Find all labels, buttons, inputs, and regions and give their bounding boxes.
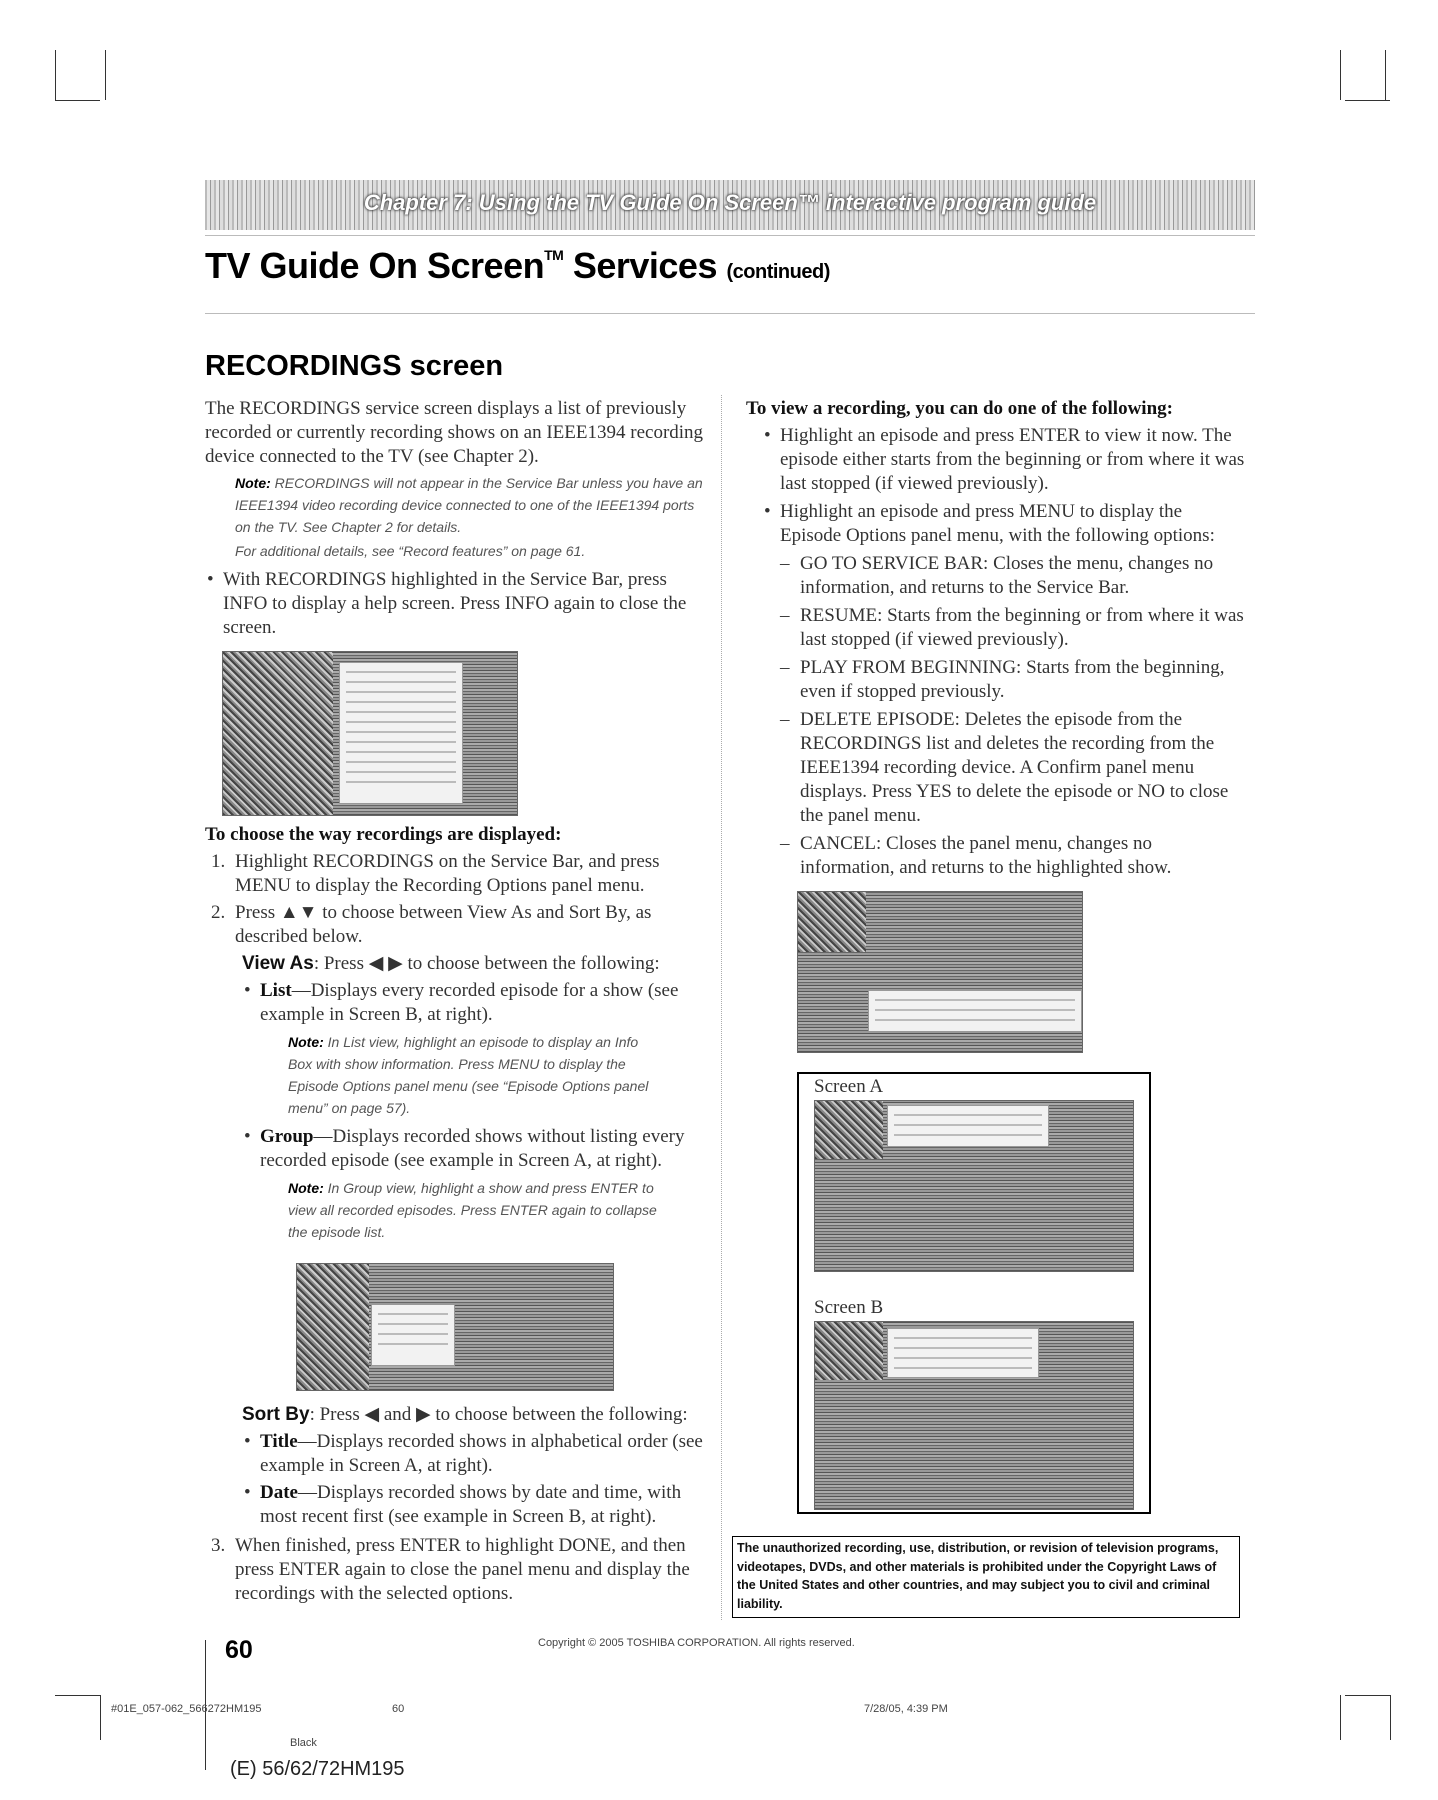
list-item: • Highlight an episode and press MENU to display the Episode Options panel menu, with the following options: xyxy=(762,500,1246,548)
show-thumbnail xyxy=(815,1101,883,1159)
info-panel xyxy=(371,1304,455,1366)
definition: —Displays recorded shows in alphabetical order (see example in Screen A, at right). xyxy=(260,1431,703,1476)
list-item: • Highlight an episode and press ENTER to view it now. The episode either starts from the beginning or from where it was last stopped (if viewed previously). xyxy=(762,424,1246,496)
show-thumbnail xyxy=(798,892,866,952)
screen-b-label: Screen B xyxy=(814,1297,884,1318)
list-item: • With RECORDINGS highlighted in the Service Bar, press INFO to display a help screen. Press INFO again to close the screen. xyxy=(205,568,705,640)
crop-mark xyxy=(100,1695,101,1740)
left-column xyxy=(205,397,705,640)
crop-mark xyxy=(55,100,100,101)
step xyxy=(205,901,715,949)
option-item: – RESUME: Starts from the beginning or from where it was last stopped (if viewed previously). xyxy=(780,604,1246,652)
note-label: Note: xyxy=(288,1034,324,1050)
help-panel xyxy=(339,662,463,804)
crop-mark xyxy=(1340,1695,1341,1740)
note xyxy=(288,1177,675,1243)
crop-mark xyxy=(1345,1695,1390,1696)
screen-b-image xyxy=(814,1321,1134,1510)
subsection-heading: To choose the way recordings are displayed: xyxy=(205,824,562,845)
intro-paragraph: The RECORDINGS service screen displays a list of previously recorded or currently recording shows on an IEEE1394 recording device connected to the TV (see Chapter 2). xyxy=(205,398,704,467)
step-text: When finished, press ENTER to highlight DONE, and then press ENTER again to close the panel menu and display the recordings with the selected options. xyxy=(235,1535,690,1604)
divider xyxy=(205,313,1255,314)
view-as-label: View As xyxy=(242,953,314,974)
crop-mark xyxy=(55,50,56,100)
note xyxy=(288,1031,655,1119)
page-title xyxy=(205,245,830,287)
title-text: TV Guide On Screen xyxy=(205,245,545,286)
file-id: #01E_057-062_566272HM195 xyxy=(111,1703,262,1715)
step-number: 1. xyxy=(211,851,226,872)
definition: —Displays recorded shows by date and time, with most recent first (see example in Screen B, at right). xyxy=(260,1482,682,1527)
trademark: TM xyxy=(544,247,564,263)
list-item xyxy=(242,1481,715,1529)
step-number: 3. xyxy=(211,1535,226,1556)
view-as-line xyxy=(242,952,715,976)
note: For additional details, see “Record features” on page 61. xyxy=(235,543,586,559)
color-label: Black xyxy=(290,1737,317,1749)
definition: —Displays recorded shows without listing every recorded episode (see example in Screen A, at right). xyxy=(260,1126,685,1171)
crop-mark xyxy=(1390,1695,1391,1740)
chapter-title: Chapter 7: Using the TV Guide On Screen™ interactive program guide xyxy=(363,190,1097,215)
help-screen-image xyxy=(222,651,518,816)
episode-panel xyxy=(868,990,1082,1032)
step xyxy=(205,1534,715,1606)
divider xyxy=(205,235,1255,236)
term: Group xyxy=(260,1126,314,1147)
info-panel xyxy=(887,1105,1049,1147)
show-thumbnail xyxy=(297,1264,369,1390)
note-label: Note: xyxy=(235,475,271,491)
list-item xyxy=(242,1430,715,1478)
crop-mark xyxy=(55,1695,100,1696)
step xyxy=(205,850,715,898)
group-view-image xyxy=(296,1263,614,1391)
note-text: RECORDINGS will not appear in the Service Bar unless you have an IEEE1394 video recording device connected to one of the IEEE1394 ports on the TV. See Chapter 2 for details. xyxy=(235,475,703,535)
term: Date xyxy=(260,1482,298,1503)
view-as-text: : Press ◀ ▶ to choose between the following: xyxy=(313,953,660,974)
sort-by-line xyxy=(242,1403,715,1427)
left-column-lower xyxy=(205,823,715,1243)
show-thumbnail xyxy=(815,1322,883,1380)
file-page: 60 xyxy=(392,1703,405,1715)
crop-mark xyxy=(105,50,106,100)
right-column xyxy=(746,397,1246,880)
term: Title xyxy=(260,1431,298,1452)
continued-label: (continued) xyxy=(726,261,830,283)
definition: —Displays every recorded episode for a show (see example in Screen B, at right). xyxy=(260,980,679,1025)
option-item: – PLAY FROM BEGINNING: Starts from the beginning, even if stopped previously. xyxy=(780,656,1246,704)
crop-mark xyxy=(1385,50,1386,100)
option-item: – DELETE EPISODE: Deletes the episode from the RECORDINGS list and deletes the recording from the IEEE1394 recording device. A Confirm panel menu displays. Press YES to delete the episode or NO to close the panel menu. xyxy=(780,708,1246,828)
list-item xyxy=(242,1125,715,1173)
left-column-bottom xyxy=(205,1403,715,1606)
note-text: In Group view, highlight a show and press ENTER to view all recorded episodes. Press ENTER again to collapse the episode list. xyxy=(288,1180,657,1240)
legal-notice: The unauthorized recording, use, distribution, or revision of television programs, videotapes, DVDs, and other materials is prohibited under the Copyright Laws of the United States and other countries, and may subject you to civil and criminal liability. xyxy=(732,1536,1240,1618)
screen-a-image xyxy=(814,1100,1134,1272)
option-item: – CANCEL: Closes the panel menu, changes no information, and returns to the highlighted show. xyxy=(780,832,1246,880)
column-divider xyxy=(721,395,722,1620)
sort-by-label: Sort By xyxy=(242,1404,310,1425)
timestamp: 7/28/05, 4:39 PM xyxy=(864,1703,948,1715)
note xyxy=(235,472,705,538)
subsection-heading: To view a recording, you can do one of the following: xyxy=(746,398,1173,419)
copyright: Copyright © 2005 TOSHIBA CORPORATION. All rights reserved. xyxy=(538,1637,855,1649)
crop-mark xyxy=(1345,100,1390,101)
step-number: 2. xyxy=(211,902,226,923)
chapter-banner xyxy=(205,180,1255,230)
title-text-2: Services xyxy=(572,245,717,286)
show-thumbnail xyxy=(223,652,333,815)
section-title: RECORDINGS screen xyxy=(205,350,504,382)
step-text: Highlight RECORDINGS on the Service Bar, and press MENU to display the Recording Options panel menu. xyxy=(235,851,660,896)
episode-options-image xyxy=(797,891,1083,1053)
crop-mark xyxy=(1340,50,1341,100)
note-text: In List view, highlight an episode to display an Info Box with show information. Press MENU to display the Episode Options panel menu (see “Episode Options panel menu” on page 57). xyxy=(288,1034,649,1116)
note-label: Note: xyxy=(288,1180,324,1196)
screen-a-label: Screen A xyxy=(814,1076,884,1097)
step-text: Press ▲▼ to choose between View As and Sort By, as described below. xyxy=(235,902,652,947)
term: List xyxy=(260,980,292,1001)
model-number: (E) 56/62/72HM195 xyxy=(230,1758,405,1780)
list-item xyxy=(242,979,715,1027)
info-panel xyxy=(887,1328,1039,1378)
option-item: – GO TO SERVICE BAR: Closes the menu, changes no information, and returns to the Service Bar. xyxy=(780,552,1246,600)
page-number: 60 xyxy=(225,1636,253,1664)
sort-by-text: : Press ◀ and ▶ to choose between the following: xyxy=(309,1404,688,1425)
